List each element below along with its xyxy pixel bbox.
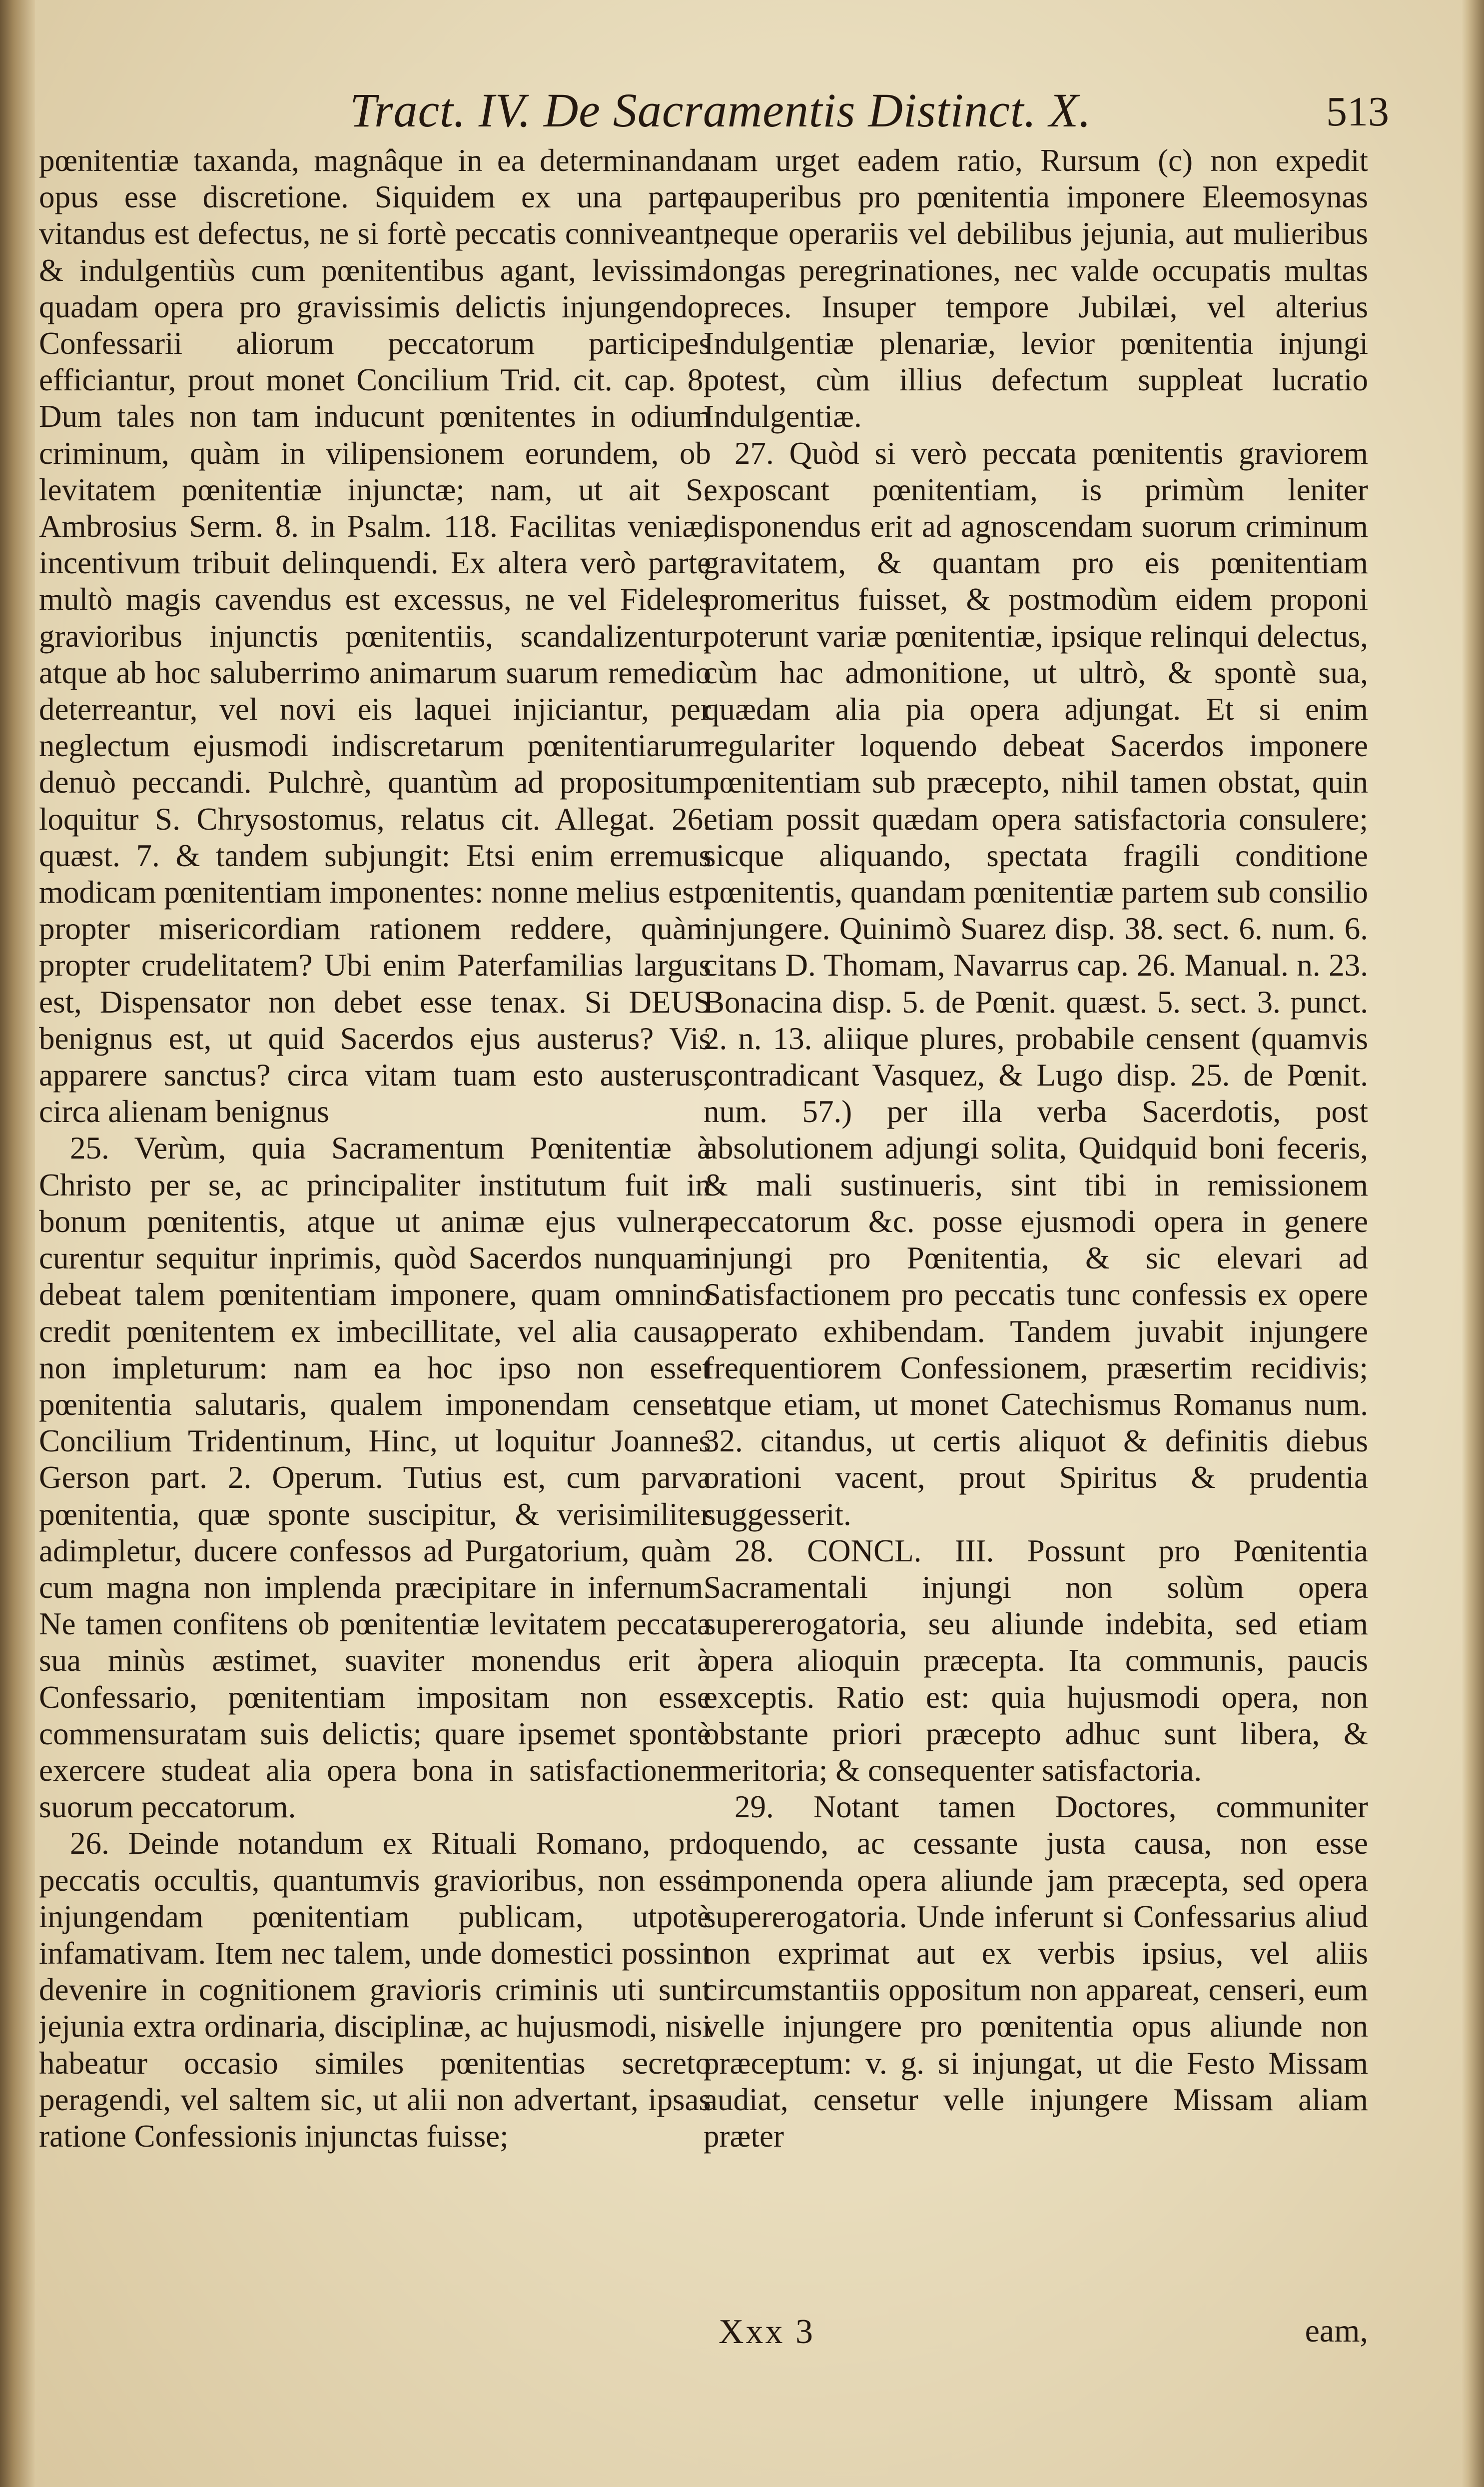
paragraph-25: 25. Verùm, quia Sacramentum Pœnitentiæ à Christo per se, ac principaliter institutum fuit in bonum pœnitentis, atque ut animæ ejus vulnera curentur sequitur inprimis, quòd Sacerdos nunquam debeat talem pœnitentiam imponere, quam omnino credit pœnitentem ex imbecillitate, vel alia causa, non impleturum: nam ea hoc ipso non esset pœnitentia salutaris, qualem imponendam censet Concilium Tridentinum, Hinc, ut loquitur Joannes Gerson part. 2. Operum. Tutius est, cum parva pœnitentia, quæ sponte suscipitur, & verisimiliter adimpletur, ducere confessos ad Purgatorium, quàm cum magna non implenda præcipitare in infernum. Ne tamen confitens ob pœnitentiæ levitatem peccata sua minùs æstimet, suaviter monendus erit à Confessario, pœnitentiam impositam non esse commensuratam suis delictis; quare ipsemet spontè exercere studeat alia opera bona in satisfactionem suorum peccatorum.: [39, 1131, 711, 1825]
left-column: [39, 142, 711, 2312]
running-title: Tract. IV. De Sacramentis Distinct. X.: [350, 83, 1092, 137]
paragraph-continued: nam urget eadem ratio, Rursum (c) non expedit pauperibus pro pœnitentia imponere Eleemosynas neque operariis vel debilibus jejunia, aut mulieribus longas peregrinationes, nec valde occupatis multas preces. Insuper tempore Jubilæi, vel alterius Indulgentiæ plenariæ, levior pœnitentia injungi potest, cùm illius defectum suppleat lucratio Indulgentiæ.: [704, 143, 1368, 434]
page-number: 513: [1326, 88, 1389, 135]
page-footer: [704, 2312, 1368, 2352]
binding-gutter: [0, 0, 35, 2487]
paragraph-28: 28. CONCL. III. Possunt pro Pœnitentia Sacramentali injungi non solùm opera supererogatoria, seu aliunde indebita, sed etiam opera alioquin præcepta. Ita communis, paucis exceptis. Ratio est: quia hujusmodi opera, non obstante priori præcepto adhuc sunt libera, & meritoria; & consequenter satisfactoria.: [704, 1533, 1368, 1788]
paragraph-27: 27. Quòd si verò peccata pœnitentis graviorem exposcant pœnitentiam, is primùm leniter disponendus erit ad agnoscendam suorum criminum gravitatem, & quantam pro eis pœnitentiam promeritus fuisset, & postmodùm eidem proponi poterunt variæ pœnitentiæ, ipsique relinqui delectus, cùm hac admonitione, ut ultrò, & spontè sua, quædam alia pia opera adjungat. Et si enim regulariter loquendo debeat Sacerdos imponere pœnitentiam sub præcepto, nihil tamen obstat, quin etiam possit quædam opera satisfactoria consulere; sicque aliquando, spectata fragili conditione pœnitentis, quandam pœnitentiæ partem sub consilio injungere. Quinimò Suarez disp. 38. sect. 6. num. 6. citans D. Thomam, Navarrus cap. 26. Manual. n. 23. Bonacina disp. 5. de Pœnit. quæst. 5. sect. 3. punct. 2. n. 13. aliique plures, probabile censent (quamvis contradicant Vasquez, & Lugo disp. 25. de Pœnit. num. 57.) per illa verba Sacerdotis, post absolutionem adjungi solita, Quidquid boni feceris, & mali sustinueris, sint tibi in remissionem peccatorum &c. posse ejusmodi opera in genere injungi pro Pœnitentia, & sic elevari ad Satisfactionem pro peccatis tunc confessis ex opere operato exhibendam. Tandem juvabit injungere frequentiorem Confessionem, præsertim recidivis; atque etiam, ut monet Catechismus Romanus num. 32. citandus, ut certis aliquot & definitis diebus orationi vacent, prout Spiritus & prudentia suggesserit.: [704, 435, 1368, 1532]
paragraph: pœnitentiæ taxanda, magnâque in ea determinanda opus esse discretione. Siquidem ex una parte vitandus est defectus, ne si fortè peccatis conniveant, & indulgentiùs cum pœnitentibus agant, levissima quadam opera pro gravissimis delictis injungendo, Confessarii aliorum peccatorum participes efficiantur, prout monet Concilium Trid. cit. cap. 8. Dum tales non tam inducunt pœnitentes in odium criminum, quàm in vilipensionem eorundem, ob levitatem pœnitentiæ injunctæ; nam, ut ait S. Ambrosius Serm. 8. in Psalm. 118. Facilitas veniæ, incentivum tribuit delinquendi. Ex altera verò parte multò magis cavendus est excessus, ne vel Fideles gravioribus injunctis pœnitentiis, scandalizentur; atque ab hoc saluberrimo animarum suarum remedio deterreantur, vel novi eis laquei injiciantur, per neglectum ejusmodi indiscretarum pœnitentiarum denuò peccandi. Pulchrè, quantùm ad propositum, loquitur S. Chrysostomus, relatus cit. Allegat. 26. quæst. 7. & tandem subjungit: Etsi enim erremus modicam pœnitentiam imponentes: nonne melius est, propter misericordiam rationem reddere, quàm propter crudelitatem? Ubi enim Paterfamilias largus est, Dispensator non debet esse tenax. Si DEUS benignus est, ut quid Sacerdos ejus austerus? Vis apparere sanctus? circa vitam tuam esto austerus, circa alienam benignus: [39, 143, 711, 1130]
paragraph-26: 26. Deinde notandum ex Rituali Romano, pro peccatis occultis, quantumvis gravioribus, non esse injungendam pœnitentiam publicam, utpotè infamativam. Item nec talem, unde domestici possint devenire in cognitionem gravioris criminis uti sunt jejunia extra ordinaria, disciplinæ, ac hujusmodi, nisi habeatur occasio similes pœnitentias secreto peragendi, vel saltem sic, ut alii non advertant, ipsas ratione Confessionis injunctas fuisse;: [39, 1826, 711, 2154]
right-column: [704, 142, 1368, 2312]
catchword: eam,: [1305, 2313, 1368, 2349]
page-edge: [1462, 0, 1484, 2487]
paragraph-29: 29. Notant tamen Doctores, communiter loquendo, ac cessante justa causa, non esse imponenda opera aliunde jam præcepta, sed opera supererogatoria. Unde inferunt si Confessarius aliud non exprimat aut ex verbis ipsius, vel aliis circumstantiis oppositum non appareat, censeri, eum velle injungere pro pœnitentia opus aliunde non præceptum: v. g. si injungat, ut die Festo Missam audiat, censetur velle injungere Missam aliam præter: [704, 1789, 1368, 2154]
page-header: [350, 82, 1389, 152]
signature-mark: Xxx 3: [719, 2313, 815, 2351]
